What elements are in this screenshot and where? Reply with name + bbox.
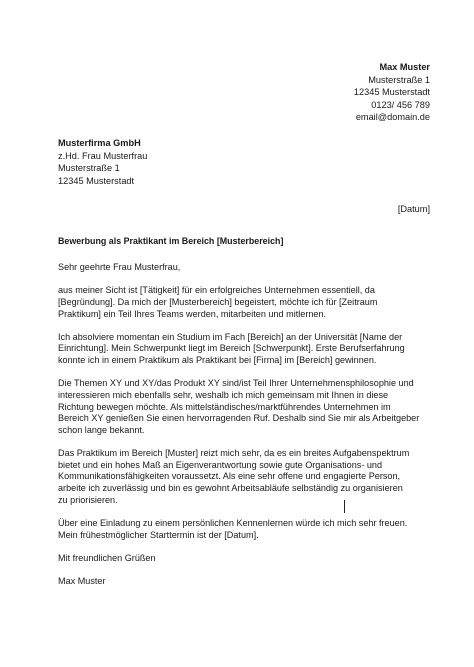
- salutation: Sehr geehrte Frau Musterfrau,: [58, 262, 181, 272]
- recipient-street: Musterstraße 1: [58, 163, 120, 174]
- paragraph-studies: Ich absolviere momentan ein Studium im Fach [Bereich] an der Universität [Name der Einrichtung]. Mein Schwerpunkt liegt im Bereich [Schwerpunkt]. Erste Berufserfahrung konnte ich in einem Praktikum als Praktikant bei [Firma] im [Bereich] gewinnen.: [58, 331, 405, 365]
- letter-body[interactable]: [58, 262, 432, 599]
- sender-email[interactable]: email@domain.de: [355, 112, 430, 123]
- paragraph-motivation: aus meiner Sicht ist [Tätigkeit] für ein erfolgreiches Unternehmen essentiell, da [Begründung]. Da mich der [Musterbereich] begeistert, möchte ich für [Zeitraum Praktikum] ein Teil Ihres Teams werden, mitarbeiten und mitlernen.: [58, 285, 378, 319]
- sender-name: Max Muster: [379, 62, 430, 72]
- sender-street: Musterstraße 1: [368, 74, 430, 85]
- recipient-attention: z.Hd. Frau Musterfrau: [58, 150, 148, 161]
- paragraph-closing: Über eine Einladung zu einem persönlichen Kennenlernen würde ich mich sehr freuen. Mein frühestmöglicher Starttermin ist der [Datum].: [58, 517, 408, 540]
- recipient-city: 12345 Musterstadt: [58, 175, 135, 186]
- text-cursor: [344, 500, 345, 513]
- recipient-address-block: [58, 137, 147, 187]
- letter-date: [Datum]: [397, 204, 430, 214]
- sender-address-block: [354, 61, 430, 124]
- letter-subject: Bewerbung als Praktikant im Bereich [Musterbereich]: [58, 236, 284, 246]
- closing-greeting: Mit freundlichen Grüßen: [58, 552, 156, 563]
- recipient-company: Musterfirma GmbH: [58, 138, 141, 148]
- signature-name: Max Muster: [58, 575, 106, 586]
- paragraph-company: Die Themen XY und XY/das Produkt XY sind/ist Teil Ihrer Unternehmensphilosophie und interessieren mich ebenfalls sehr, weshalb ich mich gemeinsam mit Ihnen in diese Richtung bewegen möchte. Als mittelständisches/marktführendes Unternehmen im Bereich XY genießen Sie einen hervorragenden Ruf. Deshalb sind Sie mir als Arbeitgeber schon lange bekannt.: [58, 378, 420, 435]
- paragraph-internship: Das Praktikum im Bereich [Muster] reizt mich sehr, da es ein breites Aufgabenspektrum bietet und ein hohes Maß an Eigenverantwortung sowie gute Organisations- und Kommunikationsfähigkeiten voraussetzt. Als eine sehr offene und engagierte Person, arbeite ich zuverlässig und bin es gewohnt Arbeitsabläufe selbständig zu organisieren zu priorisieren.: [58, 448, 410, 505]
- sender-city: 12345 Musterstadt: [353, 87, 430, 98]
- sender-phone: 0123/ 456 789: [371, 99, 430, 110]
